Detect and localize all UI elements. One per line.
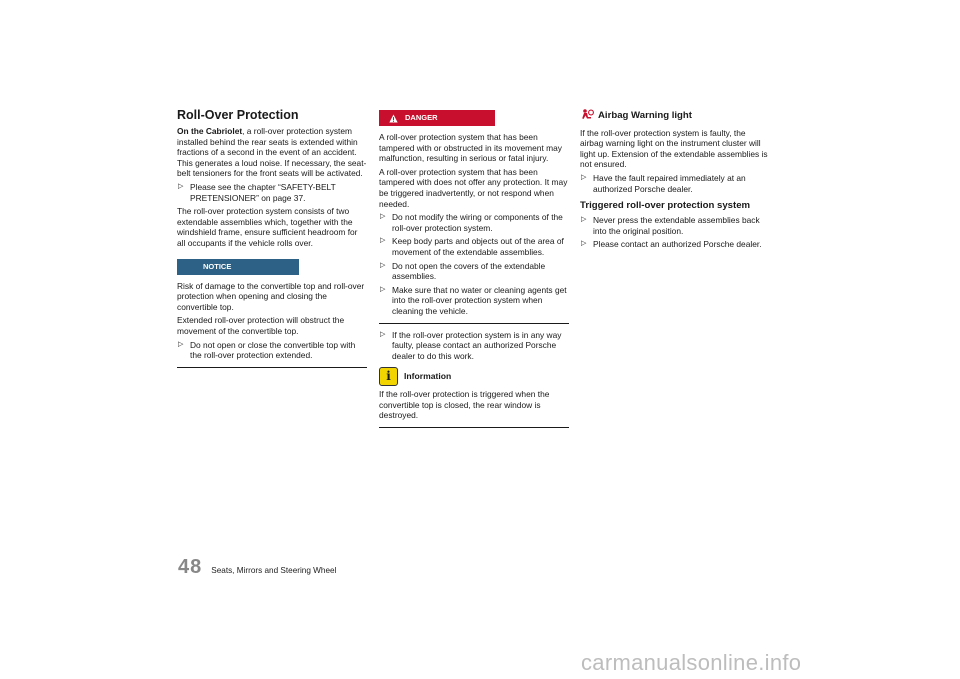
step-text: If the roll-over protection system is in any way faulty, please contact an authorized Porsche dealer to do this work. [392, 329, 562, 361]
information-title: Information [404, 371, 452, 382]
airbag-warning-icon [580, 108, 598, 125]
triangle-right-icon: ▷ [380, 237, 386, 245]
triangle-right-icon: ▷ [178, 182, 184, 190]
triangle-right-icon: ▷ [380, 261, 386, 269]
instruction-step [580, 173, 770, 194]
instruction-step [177, 182, 367, 203]
triangle-right-icon: ▷ [380, 330, 386, 338]
page-footer [178, 556, 336, 579]
instruction-step [580, 215, 770, 236]
step-text: Do not open or close the convertible top with the roll-over protection extended. [190, 339, 356, 361]
airbag-title: Airbag Warning light [598, 110, 692, 122]
instruction-step [379, 330, 569, 362]
information-header [379, 367, 569, 386]
instruction-step [379, 285, 569, 317]
instruction-step [379, 236, 569, 257]
column-roll-over-protection [177, 108, 367, 374]
instruction-step [580, 239, 770, 250]
column-airbag [580, 108, 770, 253]
notice-paragraph: Extended roll-over protection will obstruct the movement of the convertible top. [177, 315, 345, 336]
danger-label: DANGER [405, 113, 438, 122]
notice-paragraph: Risk of damage to the convertible top and roll-over protection when opening and closing the convertible top. [177, 280, 365, 312]
divider [177, 367, 367, 368]
instruction-step [379, 212, 569, 233]
step-text: Do not modify the wiring or components of the roll-over protection system. [392, 212, 563, 233]
intro-paragraph [177, 126, 367, 179]
step-text: Never press the extendable assemblies back into the original position. [593, 215, 760, 236]
section-name: Seats, Mirrors and Steering Wheel [211, 566, 337, 575]
watermark: carmanualsonline.info [581, 650, 802, 675]
triangle-right-icon: ▷ [581, 240, 587, 248]
paragraph: The roll-over protection system consists of two extendable assemblies which, together with the windshield frame, ensure sufficient headroom for all occupants if the vehicle rolls over. [177, 206, 358, 248]
step-text: Do not open the covers of the extendable assemblies. [392, 260, 546, 282]
step-text: Keep body parts and objects out of the area of movement of the extendable assemblies. [392, 236, 564, 257]
divider [379, 323, 569, 324]
column-danger [379, 108, 569, 434]
instruction-step [177, 340, 367, 361]
notice-banner: NOTICE [177, 259, 299, 275]
triangle-right-icon: ▷ [380, 213, 386, 221]
warning-triangle-icon [389, 113, 398, 129]
intro-bold: On the Cabriolet [177, 126, 243, 136]
instruction-step [379, 261, 569, 282]
step-text: Have the fault repaired immediately at an authorized Porsche dealer. [593, 172, 746, 194]
danger-paragraph: A roll-over protection system that has been tampered with or obstructed in its movement may malfunction, resulting in serious or fatal injury. [379, 132, 562, 164]
danger-paragraph: A roll-over protection system that has been tampered with does not offer any protection. It may be triggered inadvertently, or not respond when needed. [379, 166, 568, 209]
triggered-title: Triggered roll-over protection system [580, 200, 751, 212]
triangle-right-icon: ▷ [581, 173, 587, 181]
triangle-right-icon: ▷ [581, 216, 587, 224]
info-icon: i [379, 367, 398, 386]
triangle-right-icon: ▷ [380, 285, 386, 293]
divider [379, 427, 569, 428]
section-title: Roll-Over Protection [177, 108, 299, 122]
intro-rest: , a roll-over protection system installed behind the rear seats is extended within fractions of a second in the event of an accident. This generates a loud noise. If necessary, the seat-belt tensioners for the front seats will be activated. [177, 126, 367, 179]
airbag-header [580, 108, 770, 125]
step-text: Please see the chapter “SAFETY-BELT PRETENSIONER” on page 37. [190, 181, 336, 203]
information-text: If the roll-over protection is triggered when the convertible top is closed, the rear window is destroyed. [379, 389, 550, 421]
step-text: Please contact an authorized Porsche dealer. [593, 239, 762, 250]
airbag-paragraph: If the roll-over protection system is faulty, the airbag warning light on the instrument cluster will light up. Extension of the extendable assemblies is not ensured. [580, 127, 768, 170]
danger-banner [379, 110, 495, 126]
step-text: Make sure that no water or cleaning agents get into the roll-over protection system when cleaning the vehicle. [392, 284, 567, 316]
triangle-right-icon: ▷ [178, 340, 184, 348]
page-number: 48 [178, 556, 203, 578]
